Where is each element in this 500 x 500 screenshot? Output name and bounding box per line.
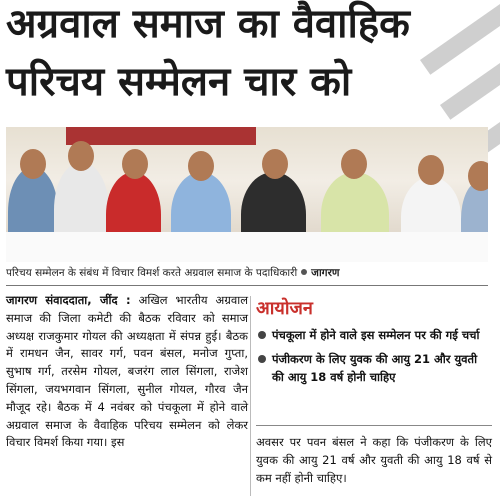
bullet-icon: [258, 331, 266, 339]
person-head: [341, 149, 367, 179]
sidebar-title: आयोजन: [256, 298, 313, 319]
sidebar-box: [256, 296, 492, 392]
article-text: अखिल भारतीय अग्रवाल समाज की जिला कमेटी की बैठक रविवार को समाज अध्यक्ष राजकुमार गोयल की अध्यक्षता में संपन्न हुई। बैठक में रामधन जैन, सावर गर्ग, पवन बंसल, मनोज गुप्ता, सुभाष गर्ग, तरसेम गोयल, बजरंग लाल सिंगला, राजेश सिंगला, जयभगवान सिंगला, सुनील गोयल, गौरव जैन मौजूद रहे। बैठक में 4 नवंबर को पंचकूला में होने वाले अग्रवाल समाज के वैवाहिक परिचय सम्मेलन को लेकर विचार विमर्श किया गया। इस: [6, 293, 248, 450]
headline-line-1: अग्रवाल समाज का वैवाहिक: [6, 1, 410, 47]
headline-line-2: परिचय सम्मेलन चार को: [6, 59, 352, 105]
person-head: [68, 141, 94, 171]
sidebar-bullet-text: पंजीकरण के लिए युवक की आयु 21 और युवती की आयु 18 वर्ष होनी चाहिए: [272, 352, 478, 384]
person-head: [20, 149, 46, 179]
sidebar-bullet: [256, 350, 492, 386]
person-head: [188, 151, 214, 181]
news-photo: [6, 127, 488, 262]
sidebar-bullet-text: पंचकूला में होने वाले इस सम्मेलन पर की गई चर्चा: [272, 328, 480, 342]
article-body: [6, 292, 248, 452]
photo-caption: [6, 266, 486, 284]
article-continuation: अवसर पर पवन बंसल ने कहा कि पंजीकरण के लिए युवक की आयु 21 वर्ष और युवती की आयु 18 वर्ष से कम नहीं होनी चाहिए।: [256, 435, 492, 485]
sidebar-bullet: [256, 326, 492, 344]
column-divider: [250, 296, 251, 496]
bullet-dot-icon: [301, 269, 307, 275]
caption-text: परिचय सम्मेलन के संबंध में विचार विमर्श करते अग्रवाल समाज के पदाधिकारी: [6, 267, 298, 279]
caption-source: जागरण: [311, 267, 340, 279]
person-head: [418, 155, 444, 185]
divider: [256, 425, 492, 426]
person-head: [122, 149, 148, 179]
photo-background-banner: [66, 127, 256, 145]
person-head: [262, 149, 288, 179]
article-dateline: जागरण संवाददाता, जींद :: [6, 293, 131, 307]
person-head: [468, 161, 488, 191]
bullet-icon: [258, 355, 266, 363]
divider: [6, 285, 488, 286]
conference-table: [6, 232, 488, 262]
